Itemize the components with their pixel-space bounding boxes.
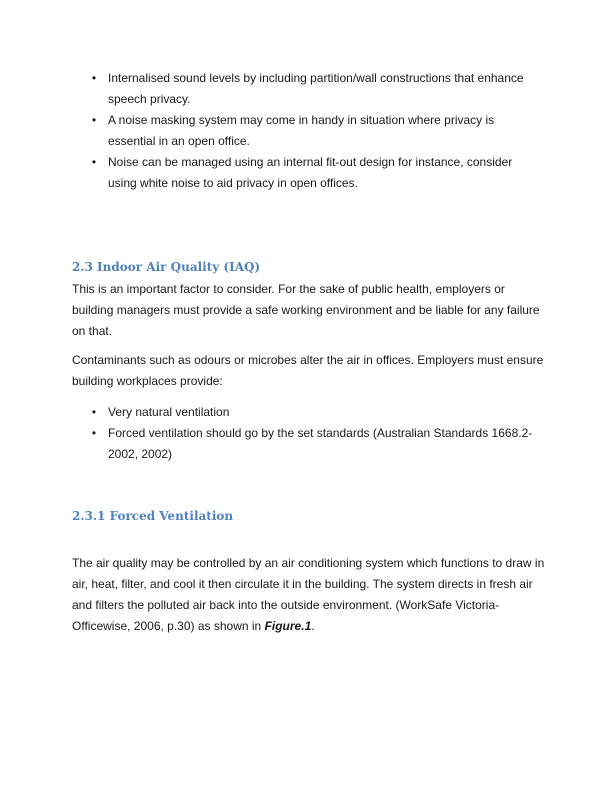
bullet-icon: • bbox=[91, 71, 97, 85]
bullet-icon: • bbox=[91, 113, 97, 127]
section-heading-iaq: 2.3 Indoor Air Quality (IAQ) bbox=[72, 260, 261, 274]
paragraph-end: . bbox=[311, 619, 315, 633]
figure-reference: Figure.1 bbox=[264, 619, 312, 633]
paragraph-text: The air quality may be controlled by an air conditioning system which functions to draw in air, heat, filter, and cool it then circulate it in the building. The system directs in fresh air and filters the polluted air back into the outside environment. (WorkSafe Victoria-Officewise, 2006, p.30) as shown in bbox=[72, 556, 545, 633]
list-item-text: Internalised sound levels by including partition/wall constructions that enhance speech privacy. bbox=[108, 71, 524, 106]
list-item bbox=[72, 152, 542, 194]
iaq-paragraph-1: This is an important factor to consider. For the sake of public health, employers or building managers must provide a safe working environment and be liable for any failure on that. bbox=[72, 282, 540, 338]
section-heading-forced-ventilation: 2.3.1 Forced Ventilation bbox=[72, 509, 234, 523]
list-item-text: A noise masking system may come in handy in situation where privacy is essential in an open office. bbox=[108, 113, 495, 148]
list-item bbox=[72, 68, 542, 110]
ventilation-bullet-list bbox=[72, 402, 542, 465]
list-item-text: Forced ventilation should go by the set standards (Australian Standards 1668.2-2002, 2002) bbox=[108, 426, 533, 461]
forced-ventilation-paragraph bbox=[72, 553, 547, 637]
list-item bbox=[72, 110, 542, 152]
bullet-icon: • bbox=[91, 426, 97, 440]
iaq-paragraph-2: Contaminants such as odours or microbes alter the air in offices. Employers must ensure building workplaces provide: bbox=[72, 353, 544, 388]
bullet-icon: • bbox=[91, 405, 97, 419]
noise-bullet-list bbox=[72, 68, 542, 194]
list-item bbox=[72, 423, 542, 465]
list-item bbox=[72, 402, 542, 423]
list-item-text: Very natural ventilation bbox=[108, 405, 230, 419]
bullet-icon: • bbox=[91, 155, 97, 169]
list-item-text: Noise can be managed using an internal fit-out design for instance, consider using white noise to aid privacy in open offices. bbox=[108, 155, 513, 190]
